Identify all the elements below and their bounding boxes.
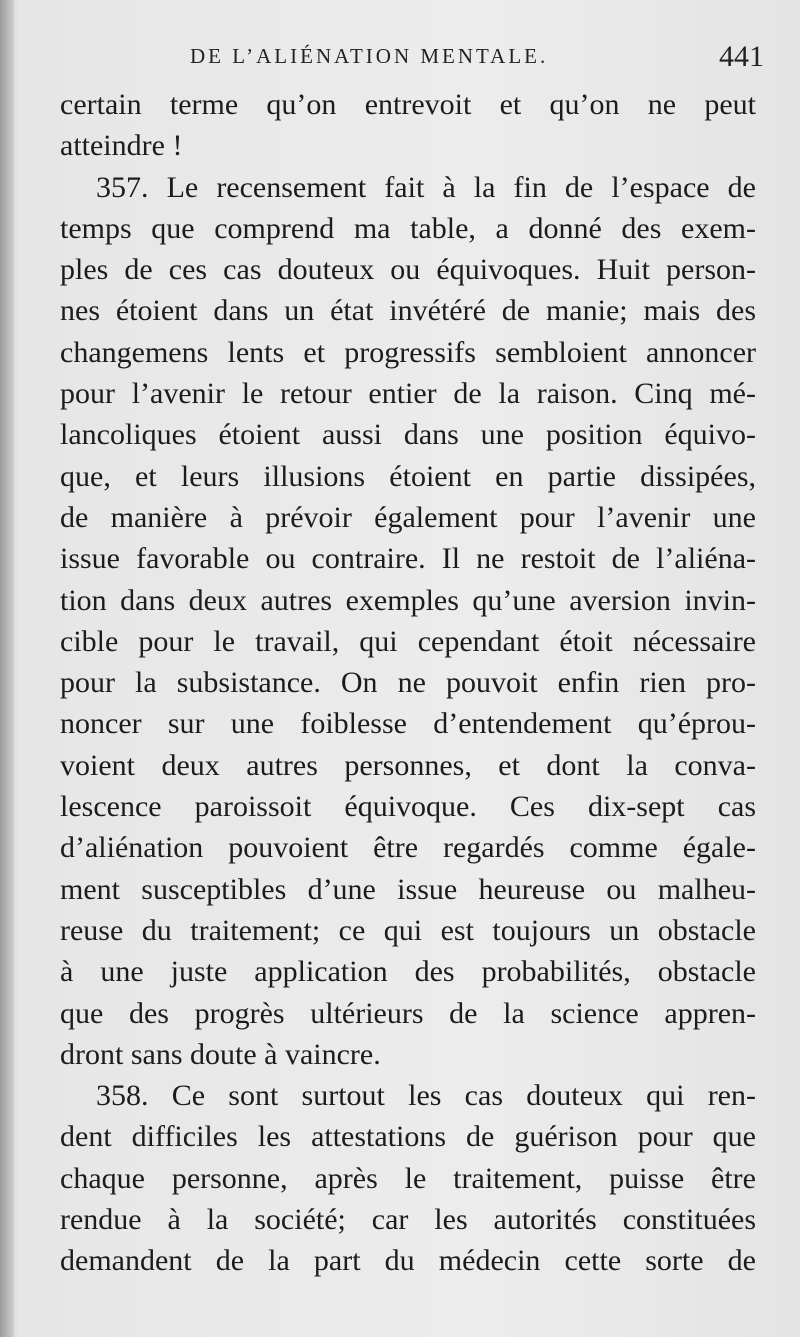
text-line: 358. Ce sont surtout les cas douteux qui ren- bbox=[96, 1079, 756, 1113]
paragraph-357-body bbox=[60, 208, 756, 1075]
text-line: pour l’avenir le retour entier de la raison. Cinq mé- bbox=[60, 377, 756, 411]
text-line: nes étoient dans un état invétéré de manie; mais des bbox=[60, 294, 756, 328]
text-line: d’aliénation pouvoient être regardés comme égale- bbox=[60, 831, 756, 865]
text-line: ples de ces cas douteux ou équivoques. Huit person- bbox=[60, 253, 756, 287]
text-line: temps que comprend ma table, a donné des exem- bbox=[60, 211, 756, 245]
text-line: dront sans doute à vaincre. bbox=[60, 1037, 381, 1071]
paragraph-358-body bbox=[60, 1116, 756, 1281]
text-line: chaque personne, après le traitement, puisse être bbox=[60, 1161, 756, 1195]
text-line: certain terme qu’on entrevoit et qu’on ne peut bbox=[60, 88, 756, 121]
text-line: reuse du traitement; ce qui est toujours un obstacle bbox=[60, 913, 756, 947]
text-line: de manière à prévoir également pour l’avenir une bbox=[60, 500, 756, 534]
text-line: dent difficiles les attestations de guérison pour que bbox=[60, 1120, 756, 1154]
text-line: à une juste application des probabilités, obstacle bbox=[60, 955, 756, 989]
text-line: voient deux autres personnes, et dont la conva- bbox=[60, 748, 756, 782]
text-line: tion dans deux autres exemples qu’une aversion invin- bbox=[60, 583, 756, 617]
paragraph-continuation bbox=[60, 84, 756, 167]
text-line: lancoliques étoient aussi dans une position équivo- bbox=[60, 418, 756, 452]
paragraph-357 bbox=[60, 167, 756, 208]
text-line: atteindre ! bbox=[60, 129, 183, 163]
text-line: cible pour le travail, qui cependant étoit nécessaire bbox=[60, 624, 756, 658]
body-text bbox=[60, 84, 756, 1282]
page-header bbox=[60, 40, 764, 84]
text-line: pour la subsistance. On ne pouvoit enfin rien pro- bbox=[60, 666, 756, 700]
text-line: noncer sur une foiblesse d’entendement qu’éprou- bbox=[60, 707, 756, 741]
page-gutter bbox=[0, 0, 14, 1337]
text-line: 357. Le recensement fait à la fin de l’espace de bbox=[96, 170, 756, 204]
running-title: DE L’ALIÉNATION MENTALE. bbox=[190, 44, 549, 68]
page-number: 441 bbox=[719, 40, 764, 73]
text-line: que des progrès ultérieurs de la science appren- bbox=[60, 996, 756, 1030]
text-line: changemens lents et progressifs sembloient annoncer bbox=[60, 335, 756, 369]
text-line: rendue à la société; car les autorités constituées bbox=[60, 1203, 756, 1237]
text-line: issue favorable ou contraire. Il ne restoit de l’aliéna- bbox=[60, 542, 756, 576]
text-line: que, et leurs illusions étoient en partie dissipées, bbox=[60, 459, 756, 493]
paragraph-358 bbox=[60, 1075, 756, 1116]
text-line: lescence paroissoit équivoque. Ces dix-sept cas bbox=[60, 790, 756, 824]
text-line: ment susceptibles d’une issue heureuse ou malheu- bbox=[60, 872, 756, 906]
text-line: demandent de la part du médecin cette sorte de bbox=[60, 1244, 756, 1278]
